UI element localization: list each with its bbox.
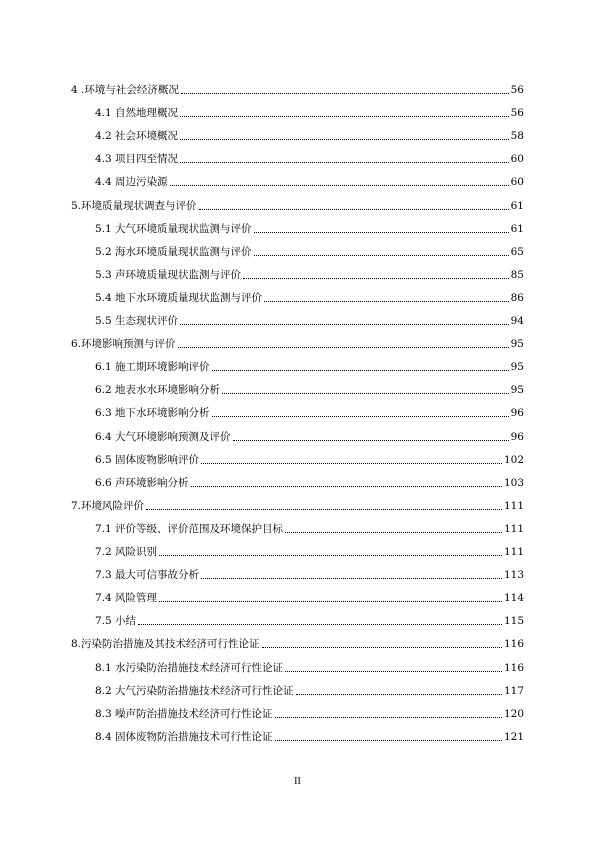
toc-entry-page: 65	[510, 245, 524, 258]
toc-chapter-entry[interactable]	[71, 80, 524, 96]
toc-entry-page: 103	[503, 476, 524, 489]
dot-leader	[254, 244, 509, 256]
toc-entry-page: 116	[503, 638, 524, 651]
toc-section-entry[interactable]	[95, 658, 524, 674]
toc-chapter-entry[interactable]	[71, 496, 524, 512]
toc-section-entry[interactable]	[95, 149, 524, 165]
dot-leader	[201, 567, 502, 579]
toc-chapter-entry[interactable]	[71, 634, 524, 650]
toc-entry-page: 114	[503, 592, 524, 605]
dot-leader	[180, 151, 509, 163]
dot-leader	[243, 267, 509, 279]
toc-entry-title: 6.6 声环境影响分析	[95, 476, 189, 489]
page-number: II	[294, 776, 301, 787]
toc-entry-page: 115	[503, 615, 524, 628]
toc-entry-page: 61	[510, 222, 524, 235]
toc-section-entry[interactable]	[95, 242, 524, 258]
toc-section-entry[interactable]	[95, 357, 524, 373]
toc-entry-page: 95	[510, 384, 524, 397]
toc-entry-title: 7.2 风险识别	[95, 546, 158, 558]
toc-entry-page: 96	[510, 430, 524, 443]
toc-entry-title: 5.3 声环境质量现状监测与评价	[95, 268, 242, 281]
toc-section-entry[interactable]	[95, 473, 524, 489]
toc-section-entry[interactable]	[95, 103, 524, 119]
dot-leader	[264, 290, 509, 302]
toc-entry-page: 60	[510, 153, 524, 166]
toc-entry-title: 5.4 地下水环境质量现状监测与评价	[95, 291, 263, 304]
dot-leader	[191, 475, 502, 487]
dot-leader	[262, 636, 502, 648]
toc-entry-title: 7.1 评价等级、评价范围及环境保护目标	[95, 522, 284, 535]
toc-entry-page: 61	[510, 199, 524, 212]
dot-leader	[138, 613, 502, 625]
toc-section-entry[interactable]	[95, 172, 524, 188]
toc-entry-title: 6.1 施工期环境影响评价	[95, 361, 210, 374]
toc-entry-title: 6.4 大气环境影响预测及评价	[95, 430, 231, 443]
toc-section-entry[interactable]	[95, 611, 524, 627]
toc-entry-title: 4.1 自然地理概况	[95, 107, 179, 120]
toc-section-entry[interactable]	[95, 704, 524, 720]
toc-chapter-entry[interactable]	[71, 334, 524, 350]
dot-leader	[170, 174, 509, 186]
toc-entry-title: 6.3 地下水环境影响分析	[95, 407, 210, 420]
toc-entry-page: 56	[510, 107, 524, 120]
toc-entry-title: 6.2 地表水水环境影响分析	[95, 384, 221, 397]
toc-entry-title: 5.环境质量现状调查与评价	[71, 199, 197, 212]
dot-leader	[180, 313, 509, 325]
dot-leader	[222, 382, 509, 394]
dot-leader	[275, 706, 502, 718]
toc-section-entry[interactable]	[95, 681, 524, 697]
toc-section-entry[interactable]	[95, 403, 524, 419]
toc-section-entry[interactable]	[95, 219, 524, 235]
toc-entry-title: 8.4 固体废物防治措施技术可行性论证	[95, 730, 273, 743]
toc-entry-page: 95	[510, 361, 524, 374]
toc-entry-page: 111	[503, 499, 524, 512]
toc-entry-title: 7.5 小结	[95, 615, 137, 628]
toc-section-entry[interactable]	[95, 380, 524, 396]
toc-entry-page: 116	[503, 661, 524, 674]
toc-entry-title: 8.1 水污染防治措施技术经济可行性论证	[95, 661, 284, 674]
toc-entry-page: 120	[503, 707, 524, 720]
dot-leader	[275, 729, 502, 741]
toc-entry-page: 102	[503, 453, 524, 466]
toc-entry-title: 7.环境风险评价	[71, 499, 145, 512]
toc-entry-title: 4.4 周边污染源	[95, 176, 168, 189]
dot-leader	[181, 82, 509, 94]
toc-section-entry[interactable]	[95, 427, 524, 443]
dot-leader	[146, 498, 502, 510]
toc-entry-title: 8.3 噪声防治措施技术经济可行性论证	[95, 707, 273, 720]
dot-leader	[254, 221, 509, 233]
toc-section-entry[interactable]	[95, 565, 524, 581]
toc-section-entry[interactable]	[95, 288, 524, 304]
toc-entry-page: 94	[510, 315, 524, 327]
toc-entry-page: 117	[503, 684, 524, 697]
toc-entry-page: 58	[510, 130, 524, 143]
toc-section-entry[interactable]	[95, 519, 524, 535]
toc-section-entry[interactable]	[95, 588, 524, 604]
toc-entry-title: 4 .环境与社会经济概况	[71, 84, 179, 96]
dot-leader	[285, 660, 502, 672]
toc-chapter-entry[interactable]	[71, 196, 524, 212]
dot-leader	[180, 128, 509, 140]
toc-section-entry[interactable]	[95, 311, 524, 327]
toc-entry-title: 5.1 大气环境质量现状监测与评价	[95, 222, 252, 235]
toc-entry-title: 6.环境影响预测与评价	[71, 338, 176, 351]
toc-entry-title: 8.污染防治措施及其技术经济可行性论证	[71, 638, 260, 651]
toc-entry-page: 86	[510, 291, 524, 304]
toc-entry-title: 4.2 社会环境概况	[95, 130, 179, 143]
dot-leader	[233, 429, 509, 441]
toc-entry-page: 113	[503, 569, 524, 582]
toc-entry-page: 121	[503, 730, 524, 743]
dot-leader	[180, 105, 509, 117]
dot-leader	[159, 544, 502, 556]
dot-leader	[199, 198, 509, 210]
dot-leader	[285, 521, 502, 533]
toc-entry-title: 4.3 项目四至情况	[95, 153, 179, 166]
toc-entry-page: 85	[510, 268, 524, 281]
toc-section-entry[interactable]	[95, 126, 524, 142]
toc-entry-page: 60	[510, 176, 524, 189]
toc-entry-title: 5.2 海水环境质量现状监测与评价	[95, 245, 252, 258]
toc-section-entry[interactable]	[95, 542, 524, 558]
dot-leader	[212, 359, 509, 371]
toc-entry-title: 6.5 固体废物影响评价	[95, 453, 200, 466]
toc-entry-title: 5.5 生态现状评价	[95, 315, 179, 327]
dot-leader	[296, 683, 502, 695]
toc-entry-page: 56	[510, 84, 524, 96]
toc-entry-page: 111	[503, 546, 524, 558]
toc-entry-page: 111	[503, 522, 524, 535]
toc-entry-page: 96	[510, 407, 524, 420]
toc-entry-page: 95	[510, 338, 524, 351]
toc-section-entry[interactable]	[95, 265, 524, 281]
toc-entry-title: 8.2 大气污染防治措施技术经济可行性论证	[95, 684, 294, 697]
dot-leader	[159, 590, 502, 602]
dot-leader	[201, 452, 502, 464]
toc-section-entry[interactable]	[95, 450, 524, 466]
toc-entry-title: 7.4 风险管理	[95, 592, 158, 605]
toc-section-entry[interactable]	[95, 727, 524, 743]
dot-leader	[178, 336, 509, 348]
dot-leader	[212, 405, 509, 417]
toc-entry-title: 7.3 最大可信事故分析	[95, 569, 200, 582]
